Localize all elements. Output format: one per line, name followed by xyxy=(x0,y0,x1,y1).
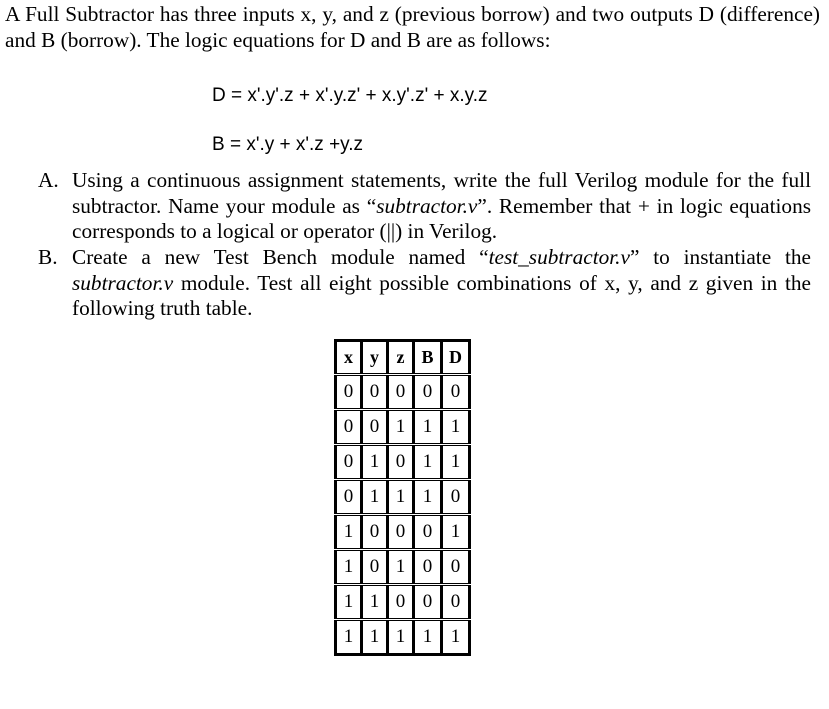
list-item-b xyxy=(38,245,811,322)
cell-x: 1 xyxy=(336,585,362,620)
intro-paragraph: A Full Subtractor has three inputs x, y, and z (previous borrow) and two outputs D (difference) and B (borrow). The logic equations for D and B are as follows: xyxy=(5,2,820,52)
list-item-a-text xyxy=(72,168,811,245)
list-item-b-text xyxy=(72,245,811,322)
cell-x: 1 xyxy=(336,620,362,655)
cell-b: 1 xyxy=(414,620,442,655)
cell-d: 1 xyxy=(442,410,470,445)
cell-y: 1 xyxy=(362,480,388,515)
cell-d: 0 xyxy=(442,375,470,410)
cell-b: 0 xyxy=(414,375,442,410)
cell-z: 1 xyxy=(388,620,414,655)
truth-table xyxy=(334,339,471,656)
cell-z: 0 xyxy=(388,585,414,620)
list-marker-a: A. xyxy=(38,168,59,192)
cell-z: 0 xyxy=(388,445,414,480)
cell-x: 1 xyxy=(336,550,362,585)
list-item-a xyxy=(38,168,811,245)
cell-d: 1 xyxy=(442,515,470,550)
cell-b: 1 xyxy=(414,445,442,480)
table-row xyxy=(336,480,470,515)
cell-d: 1 xyxy=(442,620,470,655)
cell-d: 0 xyxy=(442,480,470,515)
truth-table-header-row xyxy=(336,341,470,375)
table-row xyxy=(336,585,470,620)
cell-y: 1 xyxy=(362,585,388,620)
cell-d: 0 xyxy=(442,585,470,620)
cell-x: 0 xyxy=(336,480,362,515)
cell-z: 0 xyxy=(388,515,414,550)
item-a-module-name: subtractor.v xyxy=(376,193,478,218)
table-row xyxy=(336,550,470,585)
item-b-text-3: module. Test all eight possible combinations of x, y, and z given in the following truth table. xyxy=(72,270,811,320)
header-y: y xyxy=(362,341,388,375)
item-b-text-2: ” to instantiate the xyxy=(629,245,812,269)
borrow-equation: B = x'.y + x'.z +y.z xyxy=(212,134,364,155)
list-marker-b: B. xyxy=(38,245,58,269)
cell-y: 0 xyxy=(362,550,388,585)
table-row xyxy=(336,375,470,410)
header-b: B xyxy=(414,341,442,375)
item-a-text-1: Using a continuous assignment statements, write the full Verilog module for the full subtractor. Name your module as “ xyxy=(72,168,811,218)
table-row xyxy=(336,445,470,480)
header-x: x xyxy=(336,341,362,375)
cell-b: 0 xyxy=(414,550,442,585)
cell-x: 1 xyxy=(336,515,362,550)
cell-y: 1 xyxy=(362,445,388,480)
cell-b: 0 xyxy=(414,585,442,620)
cell-y: 0 xyxy=(362,410,388,445)
cell-z: 0 xyxy=(388,375,414,410)
table-row xyxy=(336,515,470,550)
difference-equation: D = x'.y'.z + x'.y.z' + x.y'.z' + x.y.z xyxy=(212,85,488,106)
cell-z: 1 xyxy=(388,480,414,515)
cell-x: 0 xyxy=(336,375,362,410)
cell-b: 1 xyxy=(414,410,442,445)
cell-d: 1 xyxy=(442,445,470,480)
cell-z: 1 xyxy=(388,410,414,445)
item-b-testbench-name: test_subtractor.v xyxy=(488,245,630,269)
cell-x: 0 xyxy=(336,445,362,480)
cell-z: 1 xyxy=(388,550,414,585)
header-d: D xyxy=(442,341,470,375)
cell-y: 0 xyxy=(362,375,388,410)
table-row xyxy=(336,410,470,445)
cell-d: 0 xyxy=(442,550,470,585)
item-a-text-2: ”. Remember that + in logic equations corresponds to a logical or operator (||) in Verilog. xyxy=(72,193,812,243)
table-row xyxy=(336,620,470,655)
cell-y: 0 xyxy=(362,515,388,550)
cell-y: 1 xyxy=(362,620,388,655)
cell-b: 1 xyxy=(414,480,442,515)
cell-b: 0 xyxy=(414,515,442,550)
item-b-module-name: subtractor.v xyxy=(72,270,174,295)
item-b-text-1: Create a new Test Bench module named “ xyxy=(72,245,489,269)
cell-x: 0 xyxy=(336,410,362,445)
header-z: z xyxy=(388,341,414,375)
